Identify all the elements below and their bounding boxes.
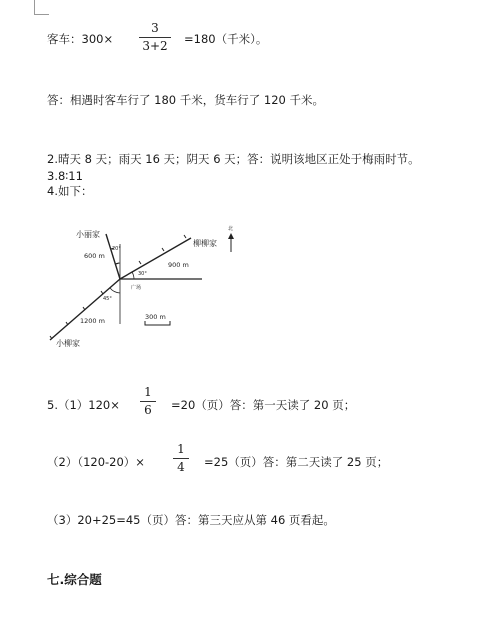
fraction-denominator: 6 (144, 403, 152, 417)
line-bus-prefix: 客车：300× (47, 32, 114, 46)
label-xiaoli: 小丽家 (76, 230, 100, 239)
label-north: 北 (228, 226, 234, 232)
answer-1: 答：相遇时客车行了 180 千米，货车行了 120 千米。 (47, 93, 325, 107)
line-bus-suffix: =180（千米）。 (184, 32, 268, 46)
label-angle-45: 45° (103, 296, 112, 302)
route-to-liuliu (120, 238, 191, 279)
label-square: 广场 (131, 285, 142, 291)
fraction-1-over-4 (173, 443, 189, 474)
scale-bar (145, 321, 170, 325)
item-5-2-suffix: =25（页）答：第二天读了 25 页； (204, 455, 389, 469)
label-angle-30: 30° (138, 271, 147, 277)
fraction-1-over-6 (140, 386, 156, 417)
fraction-bar (140, 401, 156, 402)
fraction-numerator: 3 (151, 21, 159, 35)
fraction-denominator: 3+2 (142, 39, 168, 53)
section-heading-7: 七.综合题 (47, 572, 102, 587)
fraction-bar (139, 37, 171, 38)
route-to-xiaoli (106, 234, 120, 279)
item-5-3: （3）20+25=45（页）答：第三天应从第 46 页看起。 (47, 513, 335, 527)
angle-arc-30 (132, 272, 134, 279)
fraction-numerator: 1 (144, 385, 152, 399)
page-corner-mark (34, 0, 49, 15)
liuliu-route-ticks (139, 235, 186, 264)
fraction-3-over-5 (139, 22, 171, 53)
item-2: 2.晴天 8 天；雨天 16 天；阴天 6 天；答：说明该地区正处于梅雨时节。 (47, 152, 420, 166)
label-angle-20: 20° (112, 246, 121, 252)
item-5-2-prefix: （2）（120-20）× (47, 455, 145, 469)
direction-map-diagram (40, 222, 250, 350)
fraction-denominator: 4 (177, 460, 185, 474)
fraction-numerator: 1 (177, 442, 185, 456)
item-4: 4.如下： (47, 184, 93, 198)
fraction-bar (173, 458, 189, 459)
north-arrow-icon (228, 233, 234, 239)
item-5-1-suffix: =20（页）答：第一天读了 20 页； (171, 398, 356, 412)
item-3: 3.8∶11 (47, 169, 83, 183)
label-scale: 300 m (145, 313, 166, 321)
label-900m: 900 m (168, 261, 189, 269)
label-600m: 600 m (84, 252, 105, 260)
label-1200m: 1200 m (80, 317, 105, 325)
item-5-1-prefix: 5.（1）120× (47, 398, 120, 412)
angle-arc-45 (110, 288, 120, 293)
label-xiaoliu: 小柳家 (56, 339, 80, 348)
label-liuliu: 柳柳家 (193, 239, 217, 248)
xiaoliu-route-ticks (50, 291, 103, 339)
